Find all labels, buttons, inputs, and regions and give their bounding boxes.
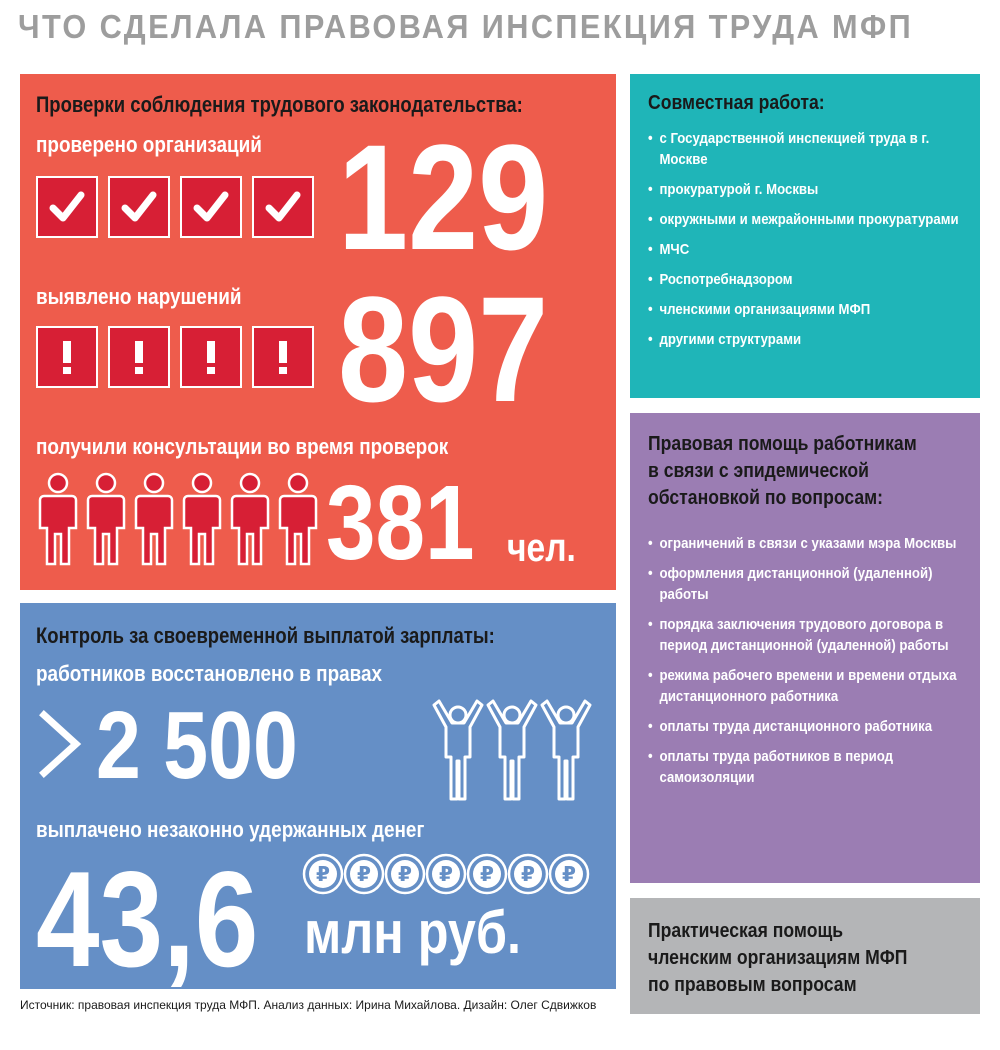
legal-help-heading-line-3: обстановкой по вопросам: bbox=[648, 487, 884, 509]
ruble-coin-row bbox=[302, 853, 590, 900]
checkmark-icon bbox=[36, 176, 98, 238]
list-item: • прокуратурой г. Москвы bbox=[648, 179, 965, 200]
exclamation-icon-row bbox=[36, 326, 324, 388]
salary-heading: Контроль за своевременной выплатой зарплаты: bbox=[36, 623, 495, 648]
ruble-coin-icon bbox=[507, 853, 549, 900]
consult-value: 381 bbox=[326, 464, 475, 582]
list-item: • окружными и межрайонными прокуратурами bbox=[648, 209, 965, 230]
legal-help-list bbox=[648, 533, 965, 797]
inspections-heading: Проверки соблюдения трудового законодательства: bbox=[36, 92, 523, 117]
ruble-coin-icon bbox=[384, 853, 426, 900]
violations-label: выявлено нарушений bbox=[36, 284, 242, 309]
legal-help-heading-line-1: Правовая помощь работникам bbox=[648, 433, 917, 455]
cheering-people-icon bbox=[428, 695, 596, 812]
list-item: • порядка заключения трудового договора в период дистанционной (удаленной) работы bbox=[648, 614, 965, 656]
ruble-coin-icon bbox=[425, 853, 467, 900]
checkmark-icon bbox=[180, 176, 242, 238]
person-icon bbox=[36, 472, 80, 573]
person-icon-row bbox=[36, 472, 324, 573]
list-item: • другими структурами bbox=[648, 329, 965, 350]
checkmark-icon bbox=[108, 176, 170, 238]
salary-panel bbox=[20, 603, 616, 995]
svg-text:₽: ₽ bbox=[357, 862, 371, 886]
consult-label: получили консультации во время проверок bbox=[36, 434, 449, 459]
violations-value: 897 bbox=[338, 265, 549, 433]
restored-label: работников восстановлено в правах bbox=[36, 661, 383, 686]
list-item: • членскими организациями МФП bbox=[648, 299, 965, 320]
restored-value: 2 500 bbox=[96, 692, 298, 799]
paid-label: выплачено незаконно удержанных денег bbox=[36, 817, 425, 842]
ruble-coin-icon bbox=[548, 853, 590, 900]
checkmark-icon bbox=[252, 176, 314, 238]
list-item: • с Государственной инспекцией труда в г. Москве bbox=[648, 128, 965, 170]
svg-text:₽: ₽ bbox=[562, 862, 576, 886]
inspections-panel bbox=[20, 74, 616, 590]
svg-text:₽: ₽ bbox=[439, 862, 453, 886]
ruble-coin-icon bbox=[302, 853, 344, 900]
svg-text:₽: ₽ bbox=[398, 862, 412, 886]
greater-than-icon bbox=[38, 709, 82, 784]
paid-unit: млн руб. bbox=[304, 899, 522, 966]
practical-help-panel bbox=[630, 898, 980, 1014]
person-icon bbox=[84, 472, 128, 573]
person-icon bbox=[228, 472, 272, 573]
list-item: • оплаты труда работников в период самоизоляции bbox=[648, 746, 965, 788]
person-icon bbox=[132, 472, 176, 573]
joint-work-panel bbox=[630, 74, 980, 398]
joint-list bbox=[648, 128, 965, 359]
practical-heading-line-3: по правовым вопросам bbox=[648, 974, 857, 996]
practical-heading-line-1: Практическая помощь bbox=[648, 920, 844, 942]
exclamation-icon bbox=[180, 326, 242, 388]
page-title: ЧТО СДЕЛАЛА ПРАВОВАЯ ИНСПЕКЦИЯ ТРУДА МФП bbox=[18, 8, 914, 45]
person-icon bbox=[276, 472, 320, 573]
legal-help-panel bbox=[630, 413, 980, 883]
list-item: • оплаты труда дистанционного работника bbox=[648, 716, 965, 737]
list-item: • ограничений в связи с указами мэра Москвы bbox=[648, 533, 965, 554]
checkmark-icon-row bbox=[36, 176, 324, 238]
list-item: • Роспотребнадзором bbox=[648, 269, 965, 290]
list-item: • МЧС bbox=[648, 239, 965, 260]
svg-text:₽: ₽ bbox=[521, 862, 535, 886]
legal-help-heading-line-2: в связи с эпидемической bbox=[648, 460, 869, 482]
list-item: • оформления дистанционной (удаленной) работы bbox=[648, 563, 965, 605]
organizations-value: 129 bbox=[338, 113, 549, 281]
ruble-coin-icon bbox=[343, 853, 385, 900]
paid-value: 43,6 bbox=[36, 843, 259, 995]
ruble-coin-icon bbox=[466, 853, 508, 900]
person-icon bbox=[180, 472, 224, 573]
joint-heading: Совместная работа: bbox=[648, 92, 825, 114]
source-caption: Источник: правовая инспекция труда МФП. Анализ данных: Ирина Михайлова. Дизайн: Олег Сдвижков bbox=[20, 998, 597, 1012]
exclamation-icon bbox=[36, 326, 98, 388]
list-item: • режима рабочего времени и времени отдыха дистанционного работника bbox=[648, 665, 965, 707]
exclamation-icon bbox=[108, 326, 170, 388]
consult-unit: чел. bbox=[507, 526, 576, 570]
organizations-label: проверено организаций bbox=[36, 132, 262, 157]
practical-heading-line-2: членским организациям МФП bbox=[648, 947, 908, 969]
svg-text:₽: ₽ bbox=[316, 862, 330, 886]
exclamation-icon bbox=[252, 326, 314, 388]
svg-text:₽: ₽ bbox=[480, 862, 494, 886]
